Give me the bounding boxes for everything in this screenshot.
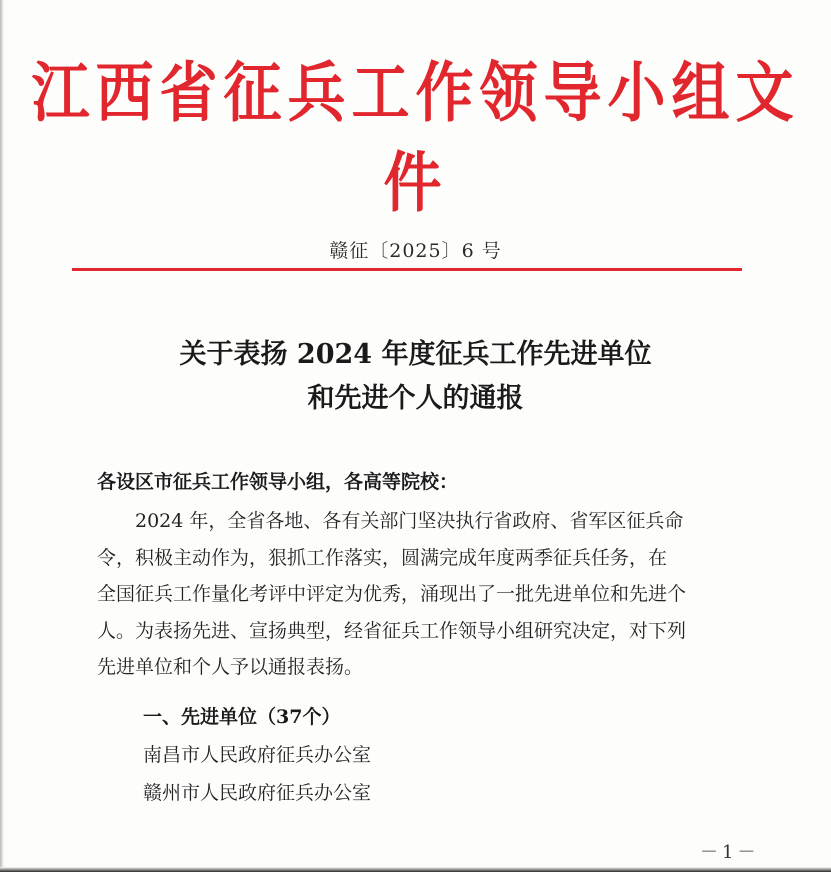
section-heading-advanced-units: 一、先进单位（37个） [143, 706, 341, 728]
notice-title-line-1: 关于表扬 2024 年度征兵工作先进单位 [179, 339, 652, 370]
page-number: －1－ [700, 842, 760, 863]
list-item: 南昌市人民政府征兵办公室 [143, 744, 372, 766]
body-line: 令，积极主动作为，狠抓工作落实，圆满完成年度两季征兵任务，在 [97, 546, 668, 569]
document-header-title: 江西省征兵工作领导小组文件 [31, 54, 800, 221]
body-line: 人。为表扬先进、宣扬典型，经省征兵工作领导小组研究决定，对下列 [97, 619, 687, 642]
body-paragraph [97, 503, 757, 686]
document-number: 赣征〔2025〕6 号 [329, 240, 502, 262]
addressee-line: 各设区市征兵工作领导小组，各高等院校： [97, 471, 459, 493]
notice-title [0, 333, 831, 421]
scan-bottom-edge [0, 867, 831, 872]
list-item: 赣州市人民政府征兵办公室 [143, 782, 372, 804]
body-line: 先进单位和个人予以通报表扬。 [97, 656, 364, 678]
notice-title-line-2: 和先进个人的通报 [307, 383, 524, 414]
body-line: 2024 年，全省各地、各有关部门坚决执行省政府、省军区征兵命 [97, 510, 684, 532]
red-divider-line [72, 268, 742, 271]
advanced-unit-list [143, 736, 371, 812]
body-line: 全国征兵工作量化考评中评定为优秀，涌现出了一批先进单位和先进个 [97, 583, 687, 605]
